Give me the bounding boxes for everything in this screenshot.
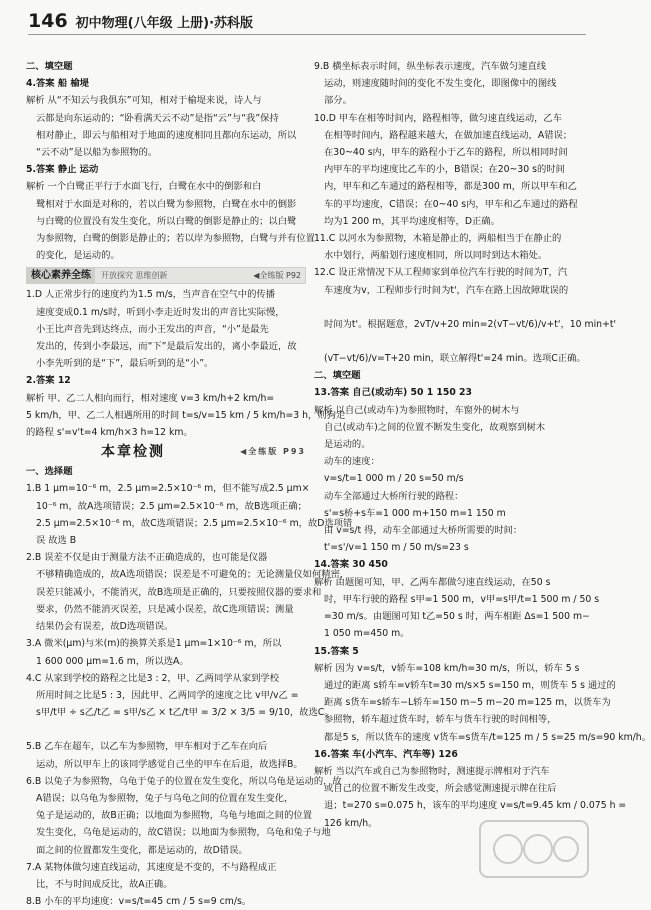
left3-line: 比，不与时间成反比，故A正确。 bbox=[36, 878, 173, 890]
right-line: 车的平均速度，C错误；在0~40 s内，甲车和乙车通过的路程 bbox=[324, 198, 578, 210]
page-number: 146 bbox=[28, 10, 68, 32]
book-title: 初中物理(八年级 上册)·苏科版 bbox=[75, 16, 254, 31]
right2-line: 自己(或动车)之间的位置不断发生变化，故观察到树木 bbox=[324, 421, 546, 433]
left-line: 云都是向东运动的；“卧看满天云不动”是指“云”与“我”保持 bbox=[36, 112, 279, 124]
banner-title: 核心素养全练 bbox=[27, 268, 95, 283]
left-line: 4.答案 船 榆堤 bbox=[26, 78, 89, 90]
right-line: 12.C 设正常情况下从工程师家到单位汽车行驶的时间为T，汽 bbox=[314, 267, 568, 279]
banner-page-ref: ◀全练版 P92 bbox=[253, 271, 301, 281]
left3-line: 要求，仍然不能消灭误差，只是减小误差，故C选项错误；测量 bbox=[36, 603, 294, 615]
left3-line: 4.C 从家到学校的路程之比是3 : 2，甲、乙两同学从家到学校 bbox=[26, 672, 280, 684]
right2-line: 1 050 m=450 m。 bbox=[324, 628, 410, 640]
fill-blank-answers-b bbox=[314, 367, 651, 831]
left3-line: 发生变化，乌龟是运动的，故C错误；以地面为参照物，乌龟和兔子与地 bbox=[36, 827, 331, 839]
left3-line: 所用时间之比是5 : 3，因此甲、乙两同学的速度之比 v甲/v乙 = bbox=[36, 689, 299, 701]
left-line: 解析 从“不知云与我俱东”可知，相对于榆堤来说，诗人与 bbox=[26, 95, 262, 107]
right2-line: s'=s桥+s车=1 000 m+150 m=1 150 m bbox=[324, 507, 506, 519]
left3-line bbox=[26, 721, 306, 738]
right2-line: 126 km/h。 bbox=[324, 817, 378, 829]
right-line: 内，甲车和乙车通过的路程相等，都是300 m，所以甲车和乙 bbox=[324, 181, 577, 193]
choice-answers-continued bbox=[314, 58, 617, 367]
left-line: 二、填空题 bbox=[26, 61, 73, 72]
right-line: 水中划行，两船划行速度相同，所以同时到达木箱处。 bbox=[324, 250, 548, 262]
section-title bbox=[26, 441, 306, 463]
left3-line: 结果仍会有误差，故D选项错误。 bbox=[36, 621, 174, 633]
left-line: 为参照物，白鹭的倒影是静止的；若以岸为参照物，白鹭与并有位置 bbox=[36, 233, 315, 245]
right2-line: 13.答案 自己(或动车) 50 1 150 23 bbox=[314, 387, 472, 399]
right-line: 10.D 甲车在相等时间内，路程相等，做匀速直线运动，乙车 bbox=[314, 112, 563, 124]
left3-line: s甲/t甲 ÷ s乙/t乙 = s甲/s乙 × t乙/t甲 = 3/2 × 3/5 = 9/10，故选C。 bbox=[36, 707, 334, 719]
left2-line: 小李先听到的是“下”，最后听到的是“小”。 bbox=[36, 358, 214, 370]
section-page-ref: ◀全练版 P93 bbox=[240, 447, 306, 457]
left3-line: 8.B 小车的平均速度：v=s/t=45 cm / 5 s=9 cm/s。 bbox=[26, 896, 252, 908]
right2-line: v=s/t=1 000 m / 20 s=50 m/s bbox=[324, 473, 464, 485]
right2-line: =30 m/s。由题图可知 t乙=50 s 时，两车相距 Δs=1 500 m− bbox=[324, 611, 590, 623]
left3-line: 不够精确造成的，故A选项错误；误差是不可避免的；无论测量仪如何精密， bbox=[36, 569, 350, 581]
left2-line: 5 km/h，甲、乙二人相遇所用的时间 t=s/v=15 km / 5 km/h=3 h，则狗走 bbox=[26, 409, 346, 421]
left2-line: 的路程 s'=v't=4 km/h×3 h=12 km。 bbox=[26, 427, 193, 439]
right-line: 部分。 bbox=[324, 95, 352, 107]
right2-line: 通过的距离 s轿车=v轿车t=30 m/s×5 s=150 m，则货车 5 s 通过的 bbox=[324, 679, 616, 691]
left3-line: 1 600 000 μm=1.6 m，所以选A。 bbox=[36, 655, 189, 667]
watermark-logo bbox=[478, 817, 590, 881]
left2-line: 发出的，传到小李最远，而“下”是最后发出的，离小李最近，故 bbox=[36, 341, 297, 353]
right-line: 在相等时间内，路程越来越大，在做加速直线运动，A错误； bbox=[324, 129, 573, 141]
right-line: (vT−vt/6)/v=T+20 min，联立解得t'=24 min。选项C正确。 bbox=[324, 353, 586, 365]
right2-line: 二、填空题 bbox=[314, 370, 361, 382]
section-title-text: 本章检测 bbox=[101, 444, 166, 461]
right2-line: 距离 s货车=s轿车−L轿车=150 m−5 m−20 m=125 m，以货车为 bbox=[324, 697, 611, 709]
right2-line: 时，甲车行驶的路程 s甲=1 500 m，v甲=s甲/t=1 500 m / 50 s bbox=[324, 593, 600, 605]
left3-line: 一、选择题 bbox=[26, 466, 73, 478]
right-line: 时间为t'。根据题意，2vT/v+20 min=2(vT−vt/6)/v+t'，10 min+t' bbox=[324, 318, 617, 330]
left3-line: 7.A 某物体做匀速直线运动，其速度是不变的，不与路程成正 bbox=[26, 861, 277, 873]
left-line: 鹭相对于水面是对称的，若以白鹭为参照物，白鹭在水中的倒影 bbox=[36, 198, 297, 210]
left3-line: 误差只能减小，不能消灭，故B选项是正确的，只要按照仪器的要求和 bbox=[36, 586, 322, 598]
right2-line: 15.答案 5 bbox=[314, 645, 359, 657]
right-line: 均为1 200 m，其平均速度相等，D正确。 bbox=[324, 215, 500, 227]
left3-line: 10⁻⁶ m，故A选项错误；2.5 μm=2.5×10⁻⁶ m，故B选项正确； bbox=[36, 500, 307, 512]
right2-line: 动车的速度： bbox=[324, 456, 380, 468]
left3-line: 2.5 μm=2.5×10⁻⁶ m，故C选项错误；2.5 μm=2.5×10⁻⁶ m，故D选项错 bbox=[36, 517, 353, 529]
right-line bbox=[314, 333, 586, 350]
left3-line: 2.B 误差不仅是由于测量方法不正确造成的，也可能是仪器 bbox=[26, 552, 268, 564]
right-line: 内甲车的平均速度比乙车的小，B错误；在20~30 s的时间 bbox=[324, 164, 565, 176]
right2-line: 解析 因为 v=s/t，v轿车=108 km/h=30 m/s，所以，轿车 5 s bbox=[314, 662, 580, 674]
left-line: 与白鹭的位置没有发生变化，所以白鹭的倒影是静止的；以白鹭 bbox=[36, 215, 297, 227]
right2-line: 动车全部通过大桥所行驶的路程： bbox=[324, 490, 464, 502]
left3-line: 3.A 微米(μm)与米(m)的换算关系是1 μm=1×10⁻⁶ m，所以 bbox=[26, 638, 282, 650]
left-line: 的变化，是运动的。 bbox=[36, 250, 120, 262]
right-line: 车速度为v，工程师步行时间为t'，汽车在路上因故障耽误的 bbox=[324, 284, 569, 296]
right2-line: 由 v=s/t 得，动车全部通过大桥所需要的时间： bbox=[324, 525, 523, 537]
right2-line: 是运动的。 bbox=[324, 439, 371, 451]
left3-line: 误 故选 B bbox=[36, 535, 77, 547]
core-literacy-banner bbox=[26, 267, 306, 284]
left2-line: 小王比声音先到达终点，而小王发出的声音，“小”是最先 bbox=[36, 323, 269, 335]
left-line: 相对静止，即云与船相对于地面的速度相同且都向东运动，所以 bbox=[36, 129, 297, 141]
right2-line: 退；t=270 s=0.075 h，该车的平均速度 v=s/t=9.45 km / 0.075 h = bbox=[324, 800, 627, 812]
left3-line: 6.B 以兔子为参照物，乌龟于兔子的位置在发生变化，所以乌龟是运动的，故 bbox=[26, 775, 342, 787]
left2-line: 速度变成0.1 m/s时，听到小李走近时发出的声音比实际慢， bbox=[36, 306, 285, 318]
right2-line: 参照物，轿车超过货车时，轿车与货车行驶的时间相等， bbox=[324, 714, 557, 726]
left2-line: 2.答案 12 bbox=[26, 375, 71, 387]
header-rule bbox=[28, 34, 586, 35]
right-line: 9.B 横坐标表示时间，纵坐标表示速度，汽车做匀速直线 bbox=[314, 61, 547, 72]
left3-line: 面之间的位置都发生变化，都是运动的，故D错误。 bbox=[36, 844, 248, 856]
right2-line: 14.答案 30 450 bbox=[314, 559, 388, 571]
right2-line: 16.答案 车(小汽车、汽车等) 126 bbox=[314, 748, 458, 760]
left-line: 5.答案 静止 运动 bbox=[26, 164, 99, 176]
right2-line: t'=s'/v=1 150 m / 50 m/s=23 s bbox=[324, 542, 469, 554]
left3-line: 1.B 1 μm=10⁻⁶ m，2.5 μm=2.5×10⁻⁶ m，但不能写成2.5 μm× bbox=[26, 483, 310, 495]
left3-line: 兔子是运动的，故B正确；以地面为参照物，乌龟与地面之间的位置 bbox=[36, 810, 312, 822]
right-column bbox=[314, 58, 651, 832]
left-line: “云不动”是以船为参照物的。 bbox=[36, 147, 158, 159]
left3-line: 运动，所以甲车上的该同学感觉自己坐的甲车在后退，故选择B。 bbox=[36, 758, 303, 770]
left-line: 解析 一个白鹭正平行于水面飞行，白鹭在水中的倒影和白 bbox=[26, 181, 262, 193]
left3-line: A错误；以乌龟为参照物，兔子与乌龟之间的位置在发生变化， bbox=[36, 792, 294, 804]
right-line bbox=[314, 299, 586, 316]
right2-line: 解析 由题图可知，甲、乙两车都做匀速直线运动，在50 s bbox=[314, 576, 551, 588]
left2-line: 解析 甲、乙二人相向而行，相对速度 v=3 km/h+2 km/h= bbox=[26, 392, 275, 404]
right-line: 11.C 以河水为参照物，木箱是静止的，两船相当于在静止的 bbox=[314, 233, 562, 245]
page-header bbox=[28, 10, 253, 30]
banner-subtitle: 开放探究 思维创新 bbox=[101, 271, 168, 281]
right2-line: 解析 当以汽车或自己为参照物时，测速提示牌相对于汽车 bbox=[314, 765, 550, 777]
left2-line: 1.D 人正常步行的速度约为1.5 m/s，当声音在空气中的传播 bbox=[26, 289, 275, 301]
left3-line: 5.B 乙车在超车，以乙车为参照物，甲车相对于乙车在向后 bbox=[26, 741, 268, 753]
right2-line: 解析 以自己(或动车)为参照物时，车窗外的树木与 bbox=[314, 404, 520, 416]
right-line: 在30~40 s内，甲车的路程小于乙车的路程，所以相同时间 bbox=[324, 147, 568, 159]
right2-line: 都是5 s，所以货车的速度 v货车=s货车/t=125 m / 5 s=25 m/s=90 km/h。 bbox=[324, 731, 651, 743]
fill-blank-answers-a bbox=[26, 58, 315, 264]
right2-line: 或自己的位置不断发生改变，所会感觉测速提示牌在往后 bbox=[324, 783, 557, 795]
right-line: 运动，则速度随时间的变化不发生变化，即图像中的图线 bbox=[324, 78, 557, 90]
